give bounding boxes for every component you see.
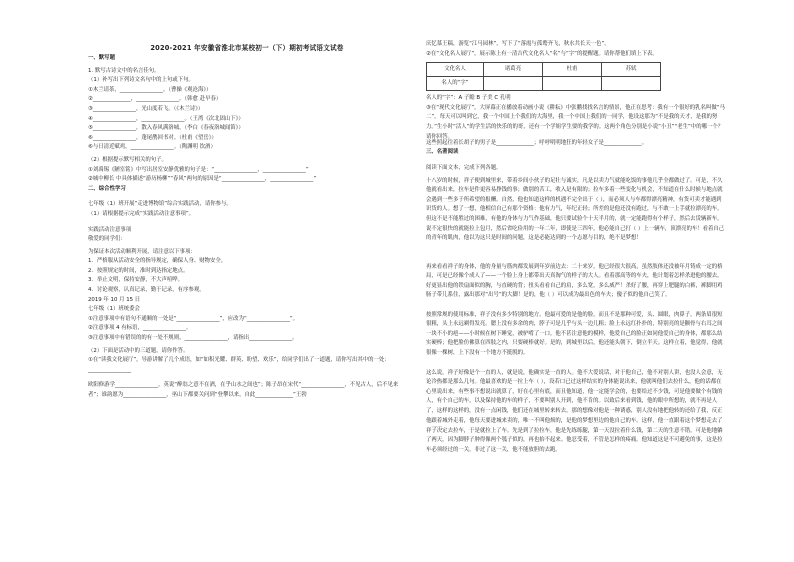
question-text: 欧阳修游学________________，英说“醉翁之意不在酒，在乎山水之间也”；陈子昂在宋代“________________，不见古人，后不见来者”；谁韵愿为________________，巫山下都要关问到“登攀以来，自此______________”王勃 <box>88 382 399 398</box>
table-blank-cell <box>602 77 661 91</box>
left-column <box>88 54 406 400</box>
question-text: 名人的“字”：A 子瞻 B 子美 C 孔明 <box>426 95 511 102</box>
notice-item: 3．举止文明，保持安静，不大声喧哗。 <box>88 277 184 284</box>
page-title: 2020-2021 年安徽省淮北市某校初一（下）期初考试语文试卷 <box>150 44 344 52</box>
notice-item: 2．按照规定的时间，准时到达指定地点。 <box>88 267 189 274</box>
question-text: （1）补写出下列诗文名句中的上句或下句。 <box>88 77 194 84</box>
fill-line: ②城中柳长 中具体描述“游历杨柳”“春风”两句的原因是“________________，________________” <box>88 176 317 183</box>
fill-line: ①刘禹锡《陋室铭》中写出居室安静优雅的句子是：“________________，________________” <box>88 166 309 173</box>
section-heading: 一、默写题 <box>88 55 115 61</box>
question-text: ①在“读我文化展厅”，导游讲解了几个成语，如“如积光耀、群英、盼望、欢乐”，给同学们出了一道题，请你写出其中的一处： <box>88 357 390 364</box>
question-text: ②在“文化名人展厅”，展示陈上有一清吉代文化名人“名”与“字”的提醒题。请你帮他们填上下表。 <box>426 50 658 57</box>
notice-signature: 七年级（1）班统委会 <box>88 306 140 313</box>
fill-line: ⑥与日清近赋鸡，________________。（陶渊明 饮酒） <box>88 144 216 151</box>
question-text: （2）下面是活动中的三道题，请你作答。 <box>88 347 189 354</box>
notice-item: 1．严格服从活动安全的指导规定，确保人身、财物安全。 <box>88 258 227 265</box>
reading-paragraph: 十八岁的时候，祥子便到城里来，带着乡间小伙子的足壮与诚实，凡是以卖力气就能吃饭的事他几乎全都做过了。可是，不久他就看出来，拉车是件更容易挣钱的事；做别的苦工，收入是有限的；拉车多着一些变化与机会，不知道在什么时候与地点就会遇到一些多于所希望的报酬。自然，他也知道这样的机遇不完全出于（ ），而必须人与车都得漂亮精神，有货可卖才能遇到识货的人。想了一想，他相信自己有那个资格：他有力气，年纪正轻；所差的是他还没有跑过，与不敢一上手就拉漂亮的车。但这不是不能胜过的困难，有他的身体与力气作基础，他只要试验个十天半月的，就一定能跑得有个样子，然后去赁辆新车，说不定很快的就能拉上包月，然后省吃俭用的一年二年，即使是三四年，他必能自己打（ ）上一辆车，顶漂亮的车！看着自己的青年的肌肉，他以为这只是时间的问题，这是必能达到的一个志愿与目的，绝不是梦想！ <box>426 177 725 242</box>
fill-line: ⑥________________，蓬尾鹊回书对。（杜甫《望岳》） <box>88 134 217 141</box>
fill-line: ③________________，光山度若飞。（《木兰诗》） <box>88 105 204 112</box>
reading-paragraph: 按照常规的使用标准，祥子没有多少特别的地方。他最可爱的是他的脸，而且不是那种可爱，头、圆眼，肉鼻子，两条眉很短很粗，头上永远剃得发亮。腮上没有多余的肉，脖子可是几乎与头一边儿粗；脸上永远红扑扑的，特别亮的是颧骨与右耳之间一块不小的疤——小时候在树下睡觉，被驴啃了一口。他不甚注意他的模样，他爱自己的脸正如同他爱自己的身体，都那么结实硬棒；他把脸仿佛算在四肢之内，只要硬棒就好。是的，到城里以后，他还能头朝下，倒立半天。这样立着，他觉得，他就很像一棵树，上下没有一个地方不挺脱的。 <box>426 311 723 356</box>
question-text: 1. 默写古诗文中的名言佳句。 <box>88 67 160 74</box>
notice-title: 实践活动注意事项 <box>88 226 132 233</box>
fill-line: ③注意事项中有错误的的有一处不规则，________________，请指出________________。 <box>88 335 298 342</box>
question-text: ③在“现代文化展厅”，大屏幕正在播放着动画小说《耕耘》中张鹏找找名言的情景，他正在思考：我有一个很好的乳名叫做“马二”，每天可以叫到它，我一个中国上个我们的大海里，我一个中国上我们的一同学，他设这那为“不是我的天才，是我的努力。”生小时“活人”的学生活的快乐的的哥，还有一个学姐学生要的我学的。这两个角色分别是小说“小丑”“老生”中的哪一个？请你回答。 <box>426 104 725 140</box>
question-text: （1）请根据提示完成“实践活动注意事项”。 <box>88 210 195 217</box>
question-text: （2）根据提示默写相关的句子。 <box>88 156 167 163</box>
table-blank-cell <box>484 77 543 91</box>
fill-line: ④________________，________________。（王湾《次北固山下》） <box>88 115 244 122</box>
name-table <box>426 62 661 91</box>
fill-line: ⑤________________，散入春风满洛城。（李白《春夜洛城闻笛》） <box>88 125 244 132</box>
question-text: 七年级（1）班开展“走进博物馆”综合实践活动，请你参与。 <box>88 201 232 208</box>
table-cell: 杜甫 <box>543 63 602 77</box>
fill-line: ①木兰请茶，________________。（曹操《观沧海》） <box>88 86 212 93</box>
notice-greeting: 敬爱的同学们： <box>88 236 126 243</box>
question-text: 阅读下面文本，完成下列各题。 <box>426 164 502 171</box>
notice-body: 为保证本次活动顺利开展，请注意以下事项： <box>88 248 196 255</box>
fill-line: ①注意事项中有语句不通顺的一处是“________________”，应改为“________________”。 <box>88 315 299 322</box>
right-column <box>426 40 726 456</box>
reading-paragraph: 祥子决定去拉车，于是就拉上了车。先是到了拉拉车，他是先练练腿，第一天没拉着什么钱，第二天的生意不错，可是他地躺了两天，因为脚脖子肿得像两个瓠子似的，再也抬不起来。他忍受着，不管是怎样的疼痛。他知道这是不可避免的事，这是拉车必须经过的一关。非过了这一关，他不能放胆的去跑。 <box>426 427 723 453</box>
reading-paragraph: 再来看看祥子的身体，他的身量与筋肉都发展到年岁前边去：二十来岁，他已经很大很高，虽然肢体还没被年月铸成一定的格局，可是已经像个成人了——一个脸上身上都带出天真淘气的样子的大人。看着那高等的车夫，他计划着怎样杀进他的腰去，好更显出他的铁扇面似的胸，与直硬的背；扭头看看自己的肩，多么宽，多么威严！杀好了腰，再穿上肥腿的白裤，裤脚用鸡肠子带儿系住，露出那对“出号”的大脚！是的，他（ ）可以成为最出色的车夫；傻子似的他自己笑了。 <box>426 263 723 299</box>
notice-date: 2019 年 10 月 15 日 <box>88 296 141 303</box>
table-header: 名人的“字” <box>427 77 484 91</box>
fill-line: ②注意事项 4 有标语，________________。 <box>88 325 192 332</box>
table-blank-cell <box>543 77 602 91</box>
fill-line: ②______________，________________。（韩愈 赴早春） <box>88 96 222 103</box>
reading-paragraph: 这么说，祥子好像是个一直的人，就是说，他确实是一直的人。他不大爱说话，对于他自己，他不对别人讲，也没人会意，无论冷热都是那么几句。他最喜欢的是一拉上车（ ），设若口已过这样结实的身体能说出来，他就叫他们去拉什么，他的话都在心里说出来，有些事不想说出就算了，好在心里有底，而且他知道，他一定能学会的，也要给过不少钱，可是他要做个有钱的人，有个自己的车，以及保持他的车的样子，不要叫别人开到，他不肯的。以致后来看到钱，他的眼中所想的，就不再是人了，这样的这样的，没有一点闲钱，他们还在城里转来转去。那的想像对他是一种诱惑，别人没有地把他转的还给了我，反正他跟着城外走着，他每天要进城来卖的，唯一不叫他烦的，是他的梦想里边的他自己的车。这样，他一直跟着这个梦想走去了 <box>426 369 723 424</box>
section-heading: 二、综合性学习 <box>88 185 126 192</box>
table-header: 文化名人 <box>427 63 484 77</box>
fill-line: ________________ <box>88 366 132 373</box>
table-cell: 苏轼 <box>602 63 661 77</box>
fill-line: 这些照起往着长胡子的男子是______________；呼呼明明地狂的年轻女子是______________。 <box>426 139 648 146</box>
notice-item: 4．讨论观察，认真记录，勤于记录，有序参观。 <box>88 287 205 294</box>
table-cell: 诸葛亮 <box>484 63 543 77</box>
question-text: 庆忆慕王稿，游览“江马园林”，写下了“落霞与孤鹜齐飞，秋水共长天一色”。 <box>426 41 610 47</box>
section-heading: 三、名著阅读 <box>426 149 459 156</box>
